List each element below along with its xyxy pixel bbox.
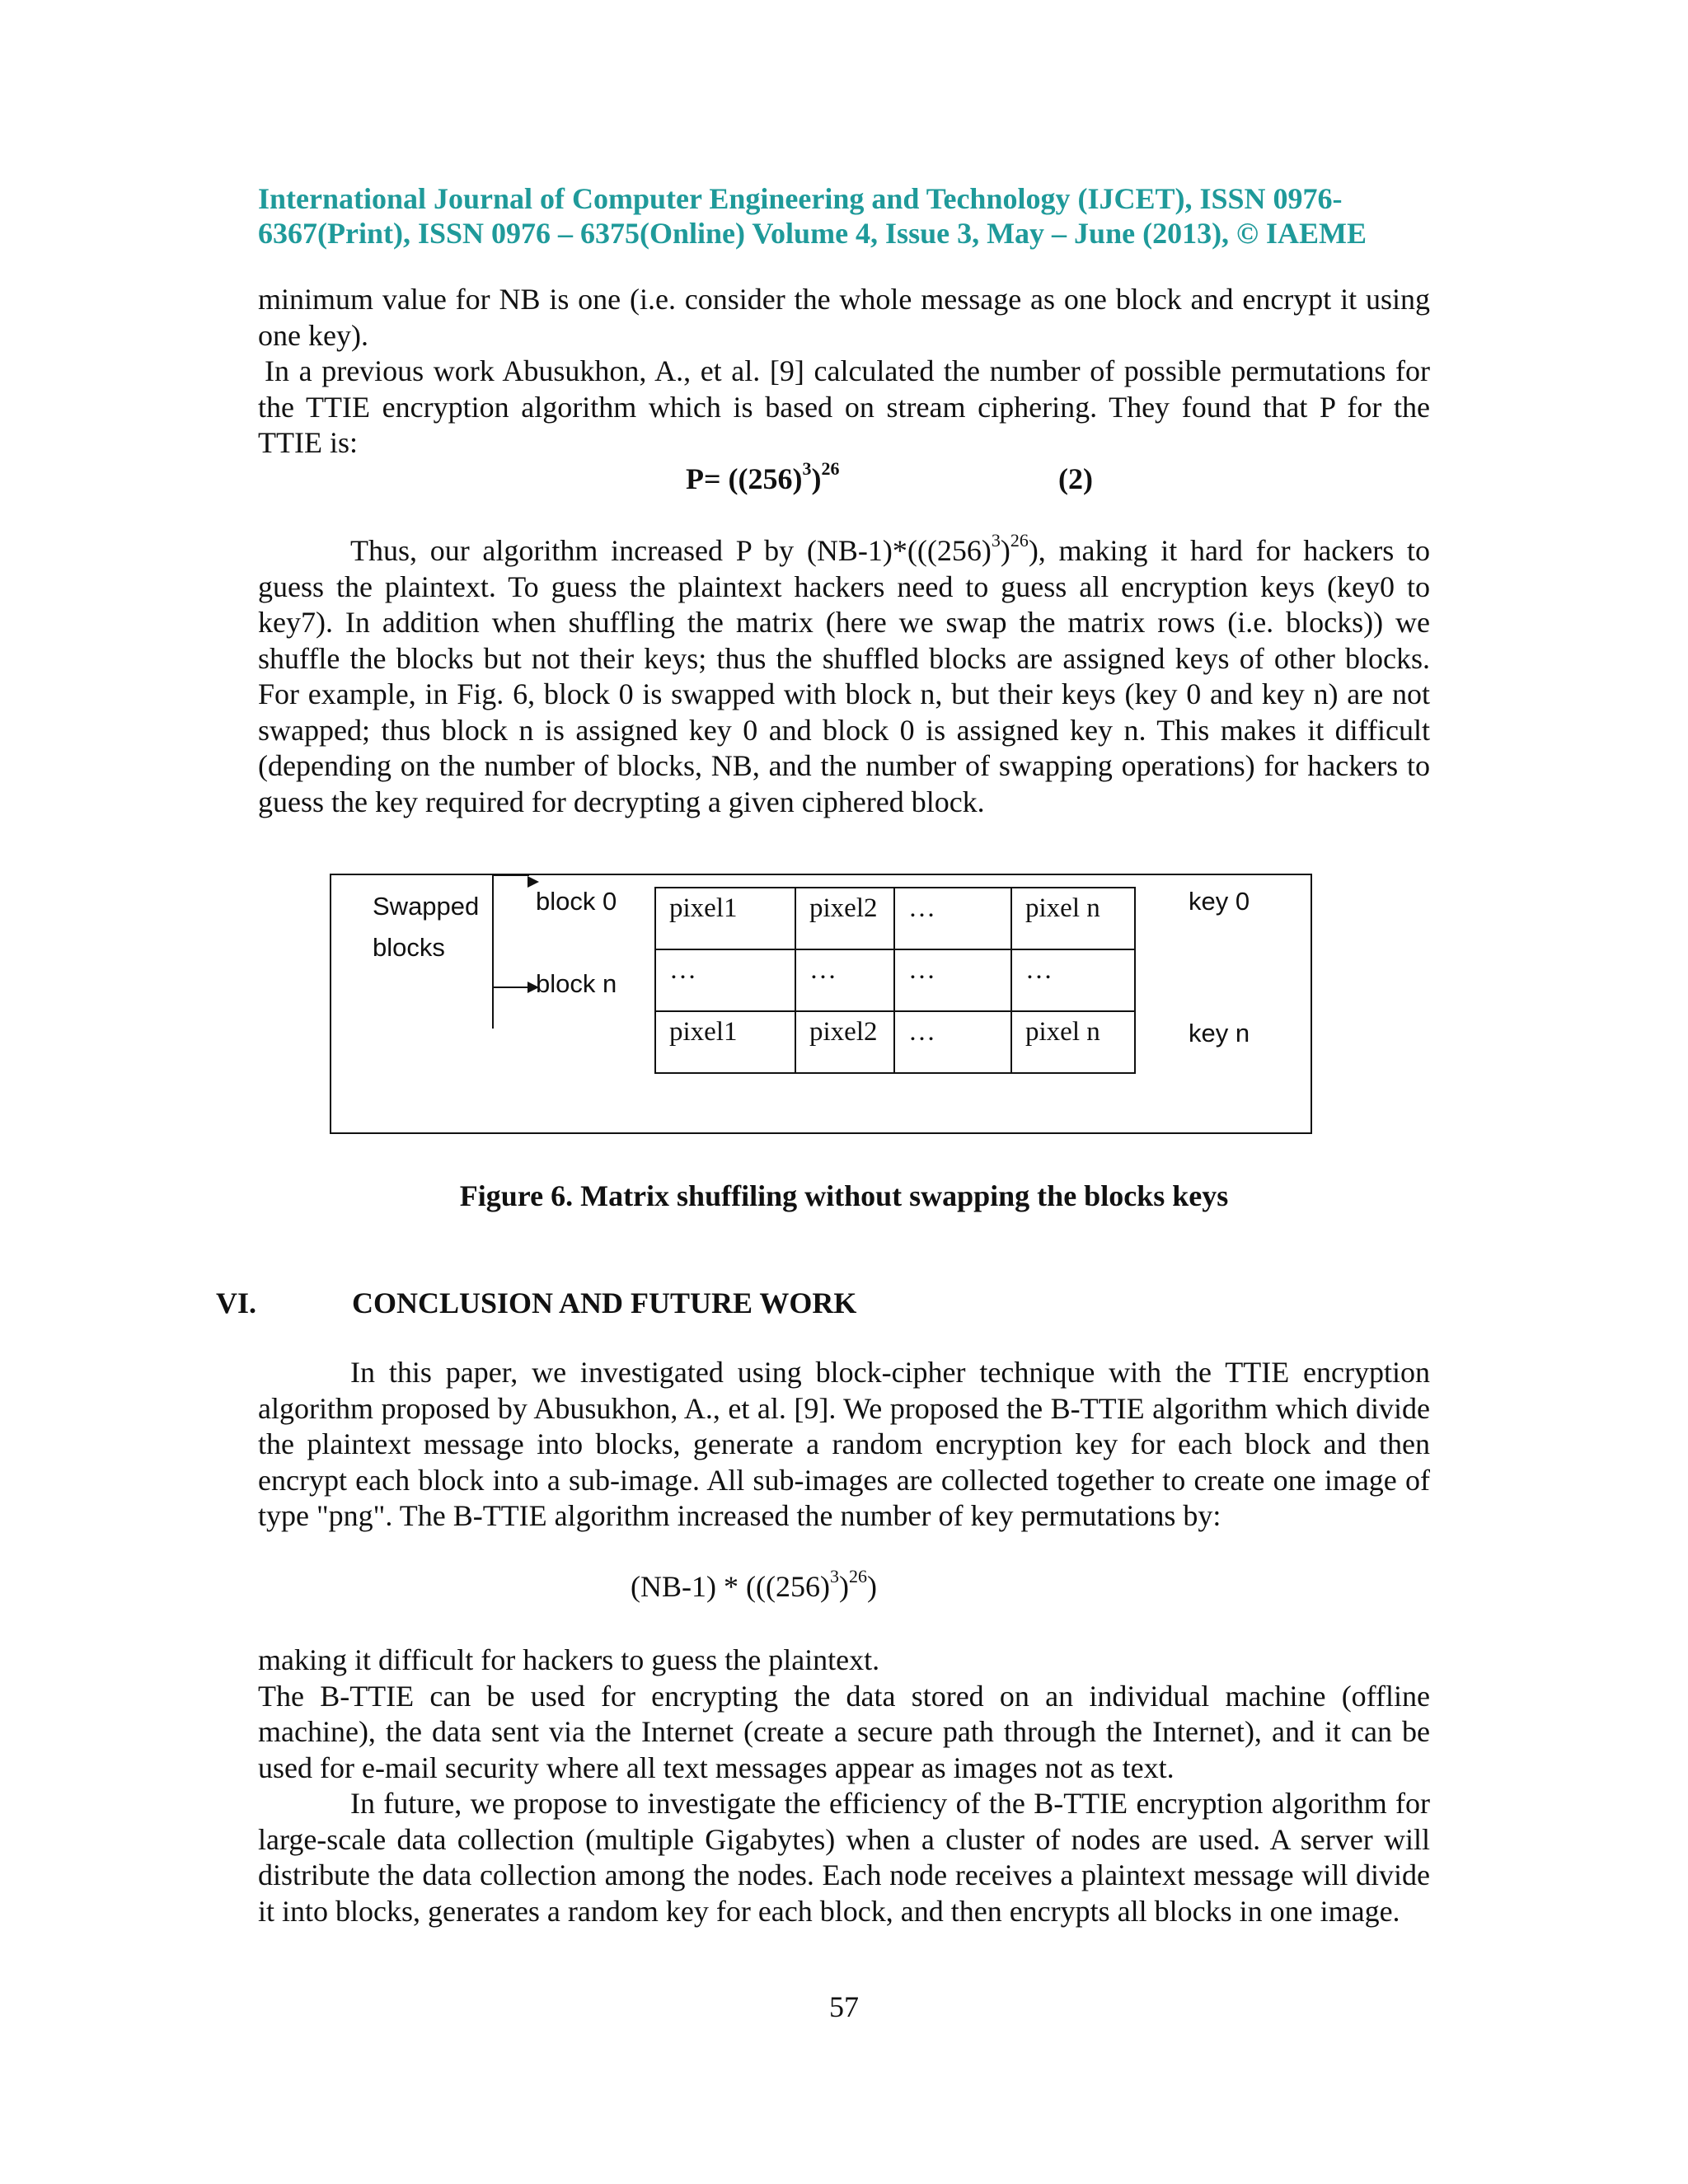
swapped-label-line-2: blocks	[373, 933, 445, 962]
header-line-2: 6367(Print), ISSN 0976 – 6375(Online) Volume 4, Issue 3, May – June (2013), © IAEME	[258, 217, 1367, 250]
pixel-matrix	[654, 887, 1136, 1074]
matrix-cell: pixel1	[655, 1011, 795, 1073]
intro-text	[258, 282, 1430, 462]
swapped-label-line-1: Swapped	[373, 892, 480, 921]
matrix-row	[655, 888, 1135, 949]
matrix-cell: …	[795, 949, 894, 1011]
key-0-label: key 0	[1189, 887, 1250, 916]
matrix-row	[655, 949, 1135, 1011]
matrix-cell: …	[655, 949, 795, 1011]
page-number: 57	[829, 1990, 859, 2023]
matrix-cell: pixel2	[795, 888, 894, 949]
matrix-cell: pixel1	[655, 888, 795, 949]
figure-6-diagram	[330, 874, 1312, 1134]
matrix-cell: pixel n	[1011, 1011, 1135, 1073]
arrow-head-block-0	[528, 876, 539, 888]
matrix-cell: …	[1011, 949, 1135, 1011]
section-number: VI.	[216, 1286, 257, 1319]
paragraph-5: making it difficult for hackers to guess the plaintext.	[258, 1643, 880, 1676]
equation-3: $(NB-1) * (((256)^3)^{26})$	[631, 1566, 877, 1603]
matrix-cell: …	[894, 1011, 1011, 1073]
paragraph-7: In future, we propose to investigate the efficiency of the B-TTIE encryption algorithm for large-scale data collection (multiple Gigabytes) when a cluster of nodes are used. A server will distribute the data collection among the nodes. Each node receives a plaintext message will divide it into blocks, generates a random key for each block, and then encrypts all blocks in one image.	[258, 1787, 1430, 1928]
paragraph-6: The B-TTIE can be used for encrypting the data stored on an individual machine (offline machine), the data sent via the Internet (create a secure path through the Internet), and it can be used for e-mail security where all text messages appear as images not as text.	[258, 1679, 1430, 1784]
equation-2-number: (2)	[1058, 462, 1093, 495]
block-n-label: block n	[536, 969, 617, 998]
figure-6-caption: Figure 6. Matrix shuffiling without swapping the blocks keys	[459, 1179, 1229, 1212]
paragraph-1: minimum value for NB is one (i.e. consider the whole message as one block and encrypt it using one key).	[258, 283, 1430, 352]
paragraph-4: In this paper, we investigated using block-cipher technique with the TTIE encryption algorithm proposed by Abusukhon, A., et al. [9]. We proposed the B-TTIE algorithm which divide the plaintext message into blocks, generate a random encryption key for each block and then encrypt each block into a sub-image. All sub-images are collected together to create one image of type "png". The B-TTIE algorithm increased the number of key permutations by:	[258, 1356, 1430, 1532]
journal-header	[258, 181, 1430, 251]
key-n-label: key n	[1189, 1019, 1250, 1047]
paragraph-2: In a previous work Abusukhon, A., et al. [9] calculated the number of possible permutations for the TTIE encryption algorithm which is based on stream ciphering. They found that P for the TTIE is:	[258, 354, 1430, 459]
equation-2: $P= ((256)^3)^{26}$	[686, 458, 840, 495]
section-title: CONCLUSION AND FUTURE WORK	[352, 1286, 857, 1319]
matrix-cell: …	[894, 949, 1011, 1011]
matrix-cell: …	[894, 888, 1011, 949]
block-0-label: block 0	[536, 887, 617, 916]
future-work-text	[258, 1643, 1430, 1929]
header-line-1: International Journal of Computer Engineering and Technology (IJCET), ISSN 0976-	[258, 182, 1343, 215]
matrix-cell: pixel2	[795, 1011, 894, 1073]
matrix-cell: pixel n	[1011, 888, 1135, 949]
analysis-text	[258, 530, 1430, 820]
conclusion-text	[258, 1355, 1430, 1535]
matrix-row	[655, 1011, 1135, 1073]
paragraph-3: Thus, our algorithm increased P by $(NB-1)*(((256)^3)^{26})$, making it hard for hackers to guess the plaintext. To guess the plaintext hackers need to guess all encryption keys (key0 to key7). In addition when shuffling the matrix (here we swap the matrix rows (i.e. blocks)) we shuffle the blocks but not their keys; thus the shuffled blocks are assigned keys of other blocks. For example, in Fig. 6, block 0 is swapped with block n, but their keys (key 0 and key n) are not swapped; thus block n is assigned key 0 and block 0 is assigned key n. This makes it difficult (depending on the number of blocks, NB, and the number of swapping operations) for hackers to guess the key required for decrypting a given ciphered block.	[258, 530, 1430, 818]
